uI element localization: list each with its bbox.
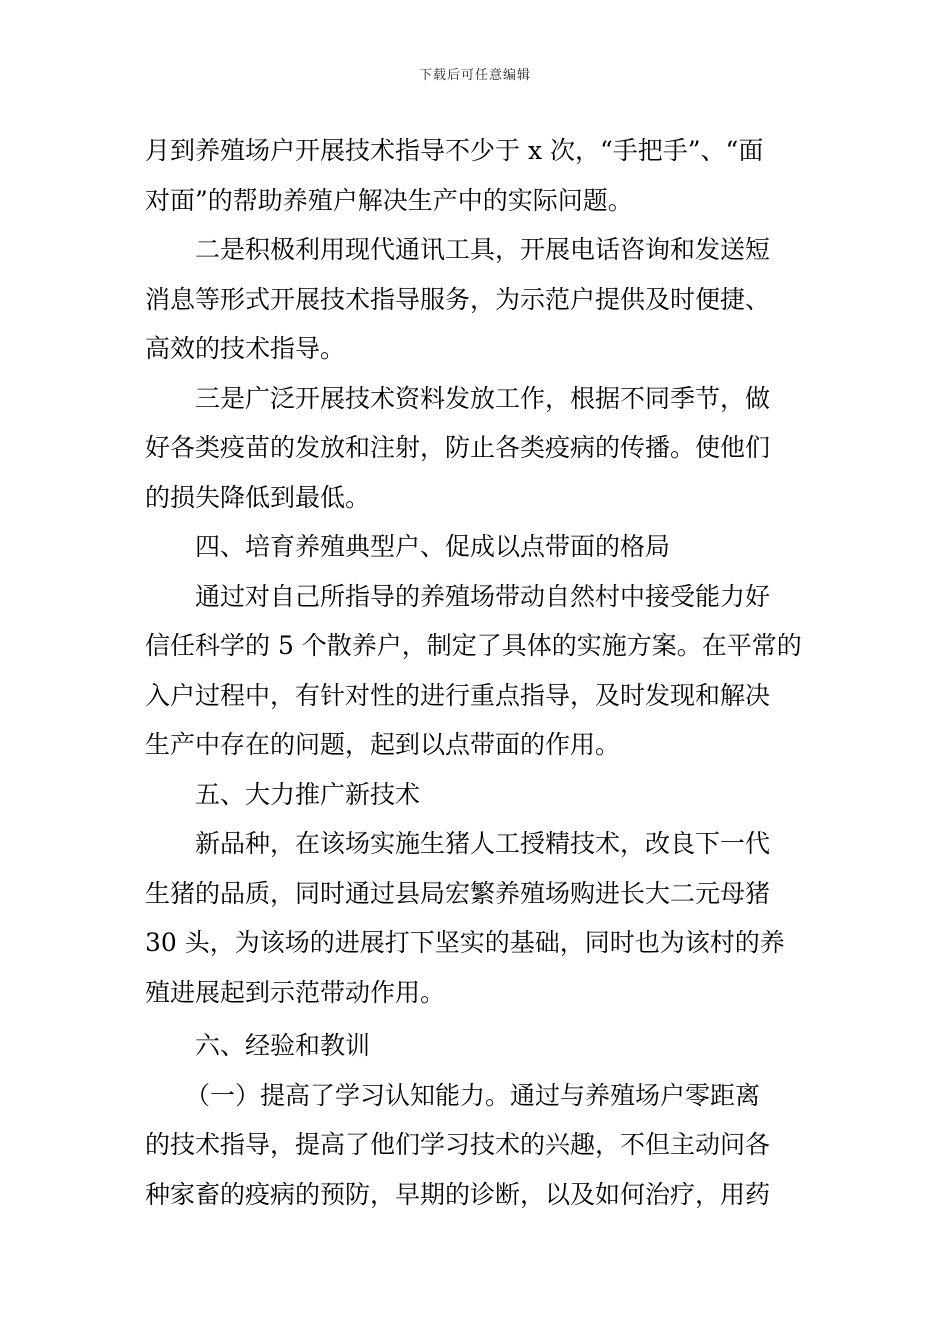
text-line: 生产中存在的问题，起到以点带面的作用。 <box>145 730 621 759</box>
text-line: 30 头，为该场的进展打下坚实的基础，同时也为该村的养 <box>145 928 785 957</box>
section-heading: 四、培育养殖典型户、促成以点带面的格局 <box>195 532 671 561</box>
section-heading: 五、大力推广新技术 <box>195 779 421 809</box>
text-line: 新品种，在该场实施生猪人工授精技术，改良下一代 <box>195 829 771 858</box>
text-line: 的损失降低到最低。 <box>145 482 371 512</box>
text-line: 消息等形式开展技术指导服务，为示范户提供及时便捷、 <box>145 284 771 314</box>
text-line: 生猪的品质，同时通过县局宏繁养殖场购进长大二元母猪 <box>145 878 771 908</box>
document-body <box>145 126 810 1219</box>
text-line: 入户过程中，有针对性的进行重点指导，及时发现和解决 <box>145 680 771 710</box>
page-header-note: 下载后可任意编辑 <box>418 68 531 83</box>
text-line: 高效的技术指导。 <box>145 334 346 363</box>
text-line: 好各类疫苗的发放和注射，防止各类疫病的传播。使他们 <box>145 433 771 462</box>
text-line: （一）提高了学习认知能力。通过与养殖场户零距离 <box>185 1080 761 1110</box>
text-line: 三是广泛开展技术资料发放工作，根据不同季节，做 <box>195 383 771 413</box>
text-line: 通过对自己所指导的养殖场带动自然村中接受能力好 <box>195 581 771 611</box>
section-heading: 六、经验和教训 <box>195 1031 371 1060</box>
text-line: 二是积极利用现代通讯工具，开展电话咨询和发送短 <box>195 235 771 264</box>
text-line: 殖进展起到示范带动作用。 <box>145 977 446 1007</box>
text-line: 月到养殖场户开展技术指导不少于 x 次，“手把手”、“面 <box>145 136 764 165</box>
text-line: 种家畜的疫病的预防，早期的诊断，以及如何治疗，用药 <box>145 1179 771 1209</box>
text-line: 对面”的帮助养殖户解决生产中的实际问题。 <box>145 185 633 215</box>
text-line: 信任科学的 5 个散养户，制定了具体的实施方案。在平常的 <box>145 631 802 660</box>
text-line: 的技术指导，提高了他们学习技术的兴趣，不但主动问各 <box>145 1130 771 1159</box>
